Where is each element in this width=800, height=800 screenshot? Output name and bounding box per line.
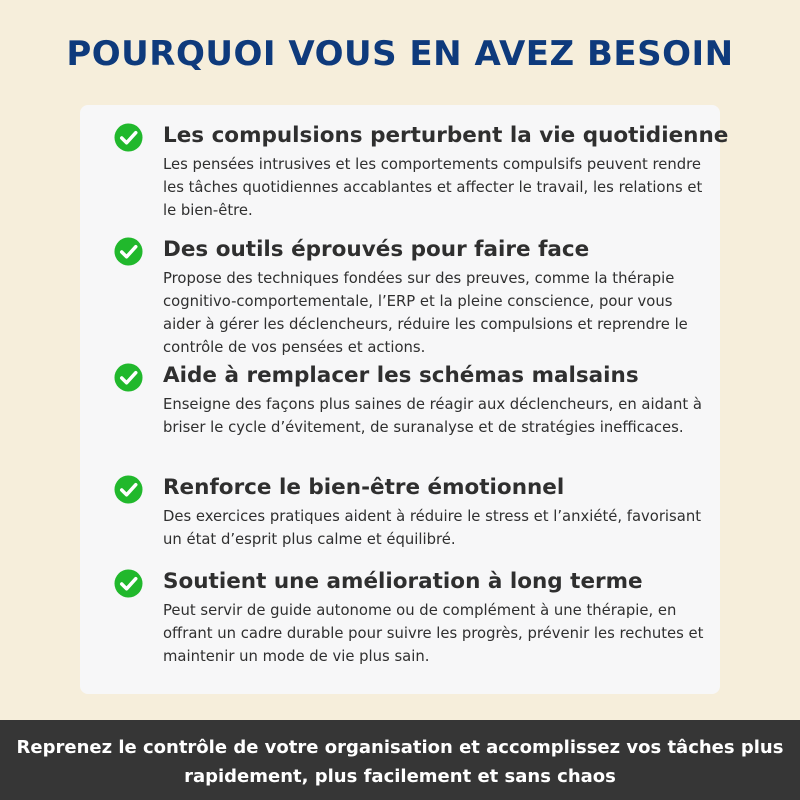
item-title: Renforce le bien-être émotionnel — [163, 475, 565, 500]
item-title: Des outils éprouvés pour faire face — [163, 237, 590, 262]
page-title: POURQUOI VOUS EN AVEZ BESOIN — [66, 34, 734, 74]
check-circle-icon — [114, 123, 143, 152]
item-title: Soutient une amélioration à long terme — [163, 569, 643, 594]
item-title: Les compulsions perturbent la vie quotidienne — [163, 123, 729, 148]
item-description: Les pensées intrusives et les comportements compulsifs peuvent rendre les tâches quotidiennes accablantes et affecter le travail, les relations et le bien-être. — [163, 156, 703, 219]
footer-banner — [0, 720, 800, 800]
check-circle-icon — [114, 363, 143, 392]
item-description: Enseigne des façons plus saines de réagir aux déclencheurs, en aidant à briser le cycle d’évitement, de suranalyse et de stratégies inefficaces. — [163, 396, 702, 436]
check-circle-icon — [114, 569, 143, 598]
item-description: Des exercices pratiques aident à réduire le stress et l’anxiété, favorisant un état d’esprit plus calme et équilibré. — [163, 508, 701, 548]
item-description: Peut servir de guide autonome ou de complément à une thérapie, en offrant un cadre durable pour suivre les progrès, prévenir les rechutes et maintenir un mode de vie plus sain. — [163, 602, 704, 665]
item-description: Propose des techniques fondées sur des preuves, comme la thérapie cognitivo-comportementale, l’ERP et la pleine conscience, pour vous aider à gérer les déclencheurs, réduire les compulsions et reprendre le contrôle de vos pensées et actions. — [163, 270, 688, 356]
footer-line-2: rapidement, plus facilement et sans chaos — [184, 766, 616, 787]
benefits-card — [80, 105, 729, 694]
check-circle-icon — [114, 475, 143, 504]
footer-line-1: Reprenez le contrôle de votre organisation et accomplissez vos tâches plus — [16, 737, 784, 758]
item-title: Aide à remplacer les schémas malsains — [163, 363, 639, 388]
check-circle-icon — [114, 237, 143, 266]
